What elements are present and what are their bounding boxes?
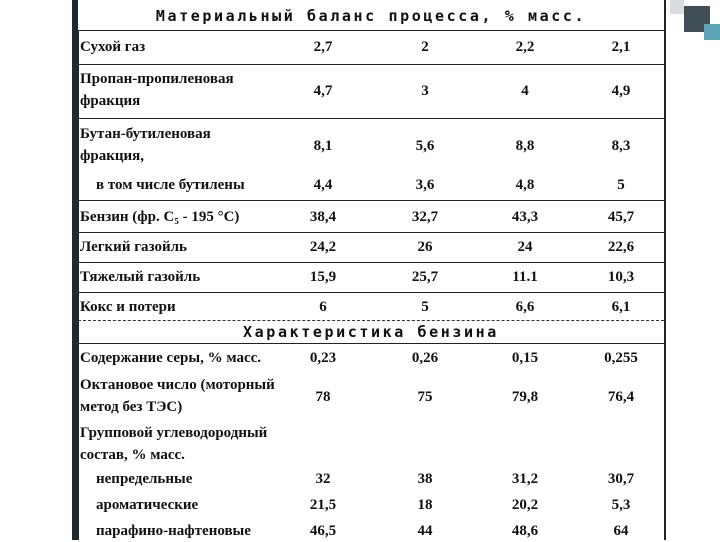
table-rule (78, 64, 664, 65)
cell: 0,15 (511, 350, 539, 366)
cell: 8,8 (515, 138, 535, 154)
row-label: состав, % масс. (80, 447, 185, 463)
cell: 46,5 (309, 523, 337, 539)
cell: 24,2 (309, 239, 337, 255)
cell: 5,6 (415, 138, 435, 154)
slide-margin (0, 0, 78, 540)
row-label: Сухой газ (80, 39, 146, 55)
cell: 31,2 (511, 471, 539, 487)
cell: 8,3 (611, 138, 631, 154)
slide-corner-decoration (660, 0, 720, 40)
cell: 78 (315, 389, 331, 405)
table-rule (78, 118, 664, 119)
row-label: Пропан-пропиленовая (80, 71, 234, 87)
row-label: метод без ТЭС) (80, 399, 183, 415)
cell: 0,255 (604, 350, 638, 366)
cell: 48,6 (511, 523, 539, 539)
cell: 0,26 (411, 350, 439, 366)
cell: 3 (421, 83, 429, 99)
cell: 11.1 (512, 269, 538, 285)
row-label: в том числе бутилены (96, 177, 245, 193)
row-label: Тяжелый газойль (80, 269, 201, 285)
row-label: Содержание серы, % масс. (80, 350, 262, 366)
cell: 2,2 (515, 39, 535, 55)
row-label: фракция (80, 93, 141, 109)
cell: 32 (315, 471, 331, 487)
cell: 2,7 (313, 39, 333, 55)
cell: 8,1 (313, 138, 333, 154)
cell: 6,6 (515, 299, 535, 315)
cell: 6 (319, 299, 327, 315)
cell: 32,7 (411, 209, 439, 225)
cell: 21,5 (309, 497, 337, 513)
row-label: Групповой углеводородный (80, 425, 268, 441)
cell: 4,7 (313, 83, 333, 99)
row-label: парафино-нафтеновые (96, 523, 251, 539)
cell: 4 (521, 83, 529, 99)
cell: 30,7 (607, 471, 635, 487)
row-label: Легкий газойль (80, 239, 187, 255)
table-rule-dashed (78, 320, 664, 321)
table-rule (78, 262, 664, 263)
cell: 4,4 (313, 177, 333, 193)
table-rule (78, 292, 664, 293)
cell: 43,3 (511, 209, 539, 225)
cell: 75 (417, 389, 433, 405)
cell: 38,4 (309, 209, 337, 225)
row-label: Октановое число (моторный (80, 377, 275, 393)
scanned-table (78, 0, 666, 540)
table-border-left (78, 30, 79, 540)
cell: 38 (417, 471, 433, 487)
cell: 18 (417, 497, 433, 513)
cell: 5 (421, 299, 429, 315)
cell: 2 (421, 39, 429, 55)
cell: 25,7 (411, 269, 439, 285)
row-label: фракция, (80, 148, 145, 164)
cell: 45,7 (607, 209, 635, 225)
cell: 5 (617, 177, 625, 193)
cell: 10,3 (607, 269, 635, 285)
row-label: Бутан-бутиленовая (80, 126, 211, 142)
row-label: Бензин (фр. С₅ - 195 °С) (80, 209, 240, 225)
row-label: Кокс и потери (80, 299, 176, 315)
cell: 44 (417, 523, 433, 539)
cell: 20,2 (511, 497, 539, 513)
cell: 26 (417, 239, 433, 255)
cell: 4,9 (611, 83, 631, 99)
cell: 0,23 (309, 350, 337, 366)
cell: 15,9 (309, 269, 337, 285)
table-rule (78, 200, 664, 201)
cell: 2,1 (611, 39, 631, 55)
table-rule (78, 232, 664, 233)
cell: 64 (613, 523, 629, 539)
table-rule (78, 30, 664, 31)
row-label: ароматические (96, 497, 199, 513)
deco-square-light (670, 0, 684, 14)
deco-square-teal (704, 24, 720, 40)
section-title-balance: Материальный баланс процесса, % масс. (155, 7, 587, 25)
cell: 76,4 (607, 389, 635, 405)
cell: 79,8 (511, 389, 539, 405)
cell: 5,3 (611, 497, 631, 513)
section-title-gasoline: Характеристика бензина (243, 323, 499, 341)
cell: 22,6 (607, 239, 635, 255)
cell: 24 (517, 239, 533, 255)
cell: 6,1 (611, 299, 631, 315)
row-label: непредельные (96, 471, 193, 487)
cell: 4,8 (515, 177, 535, 193)
table-rule (78, 343, 664, 344)
cell: 3,6 (415, 177, 435, 193)
